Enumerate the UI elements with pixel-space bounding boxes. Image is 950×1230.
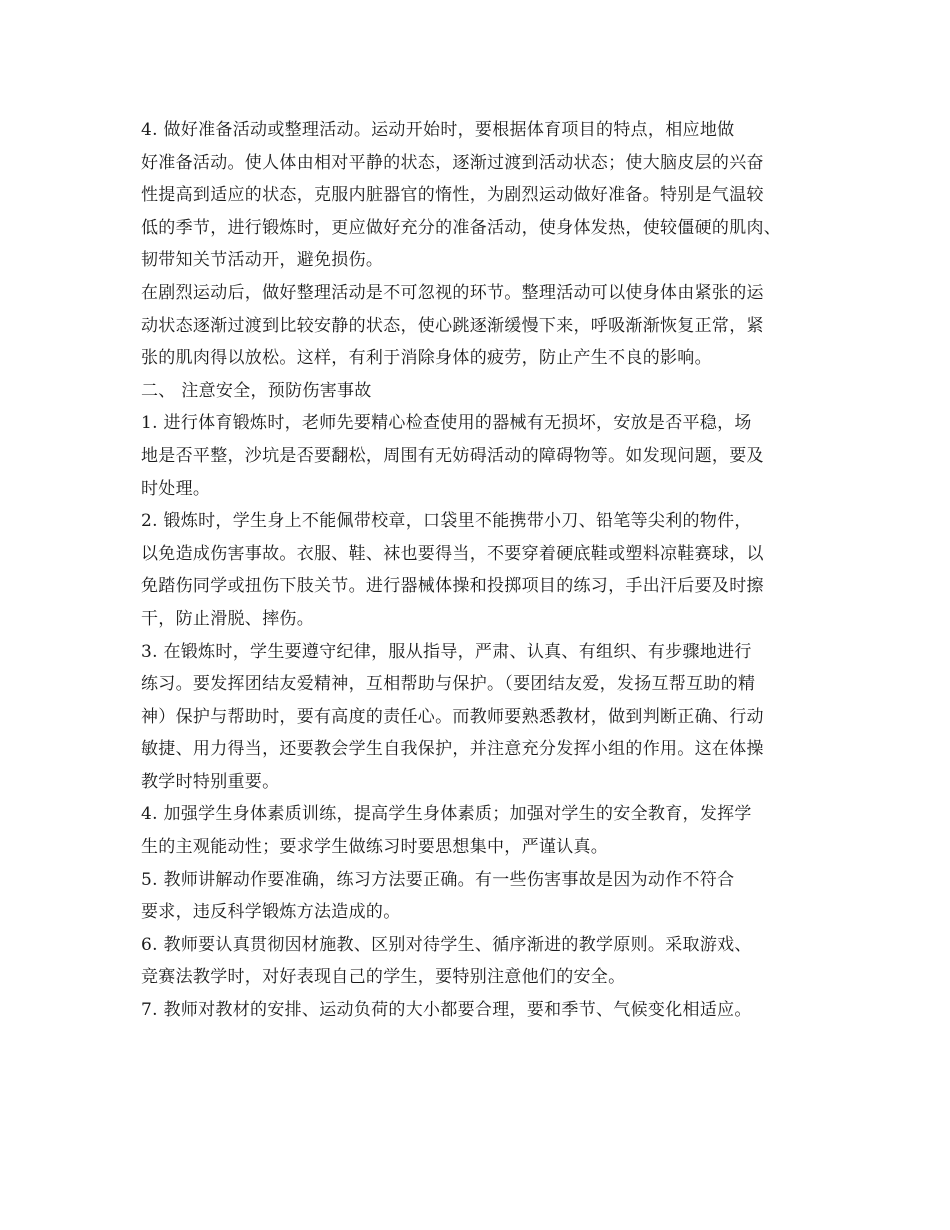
text-line: 免踏伤同学或扭伤下肢关节。进行器械体操和投掷项目的练习，手出汗后要及时擦 xyxy=(141,576,764,597)
text-line: 6. 教师要认真贯彻因材施教、区别对待学生、循序渐进的教学原则。采取游戏、 xyxy=(141,934,752,955)
text-line: 韧带知关节活动开，避免损伤。 xyxy=(141,250,384,271)
text-line: 干，防止滑脱、摔伤。 xyxy=(141,608,314,629)
text-line: 时处理。 xyxy=(141,478,211,499)
text-line: 2. 锻炼时，学生身上不能佩带校章，口袋里不能携带小刀、铅笔等尖利的物件， xyxy=(141,511,752,532)
text-line: 神）保护与帮助时，要有高度的责任心。而教师要熟悉教材，做到判断正确、行动 xyxy=(141,706,764,727)
text-line: 竞赛法教学时，对好表现自己的学生，要特别注意他们的安全。 xyxy=(141,967,626,988)
text-line: 7. 教师对教材的安排、运动负荷的大小都要合理，要和季节、气候变化相适应。 xyxy=(141,1000,752,1021)
text-line: 4. 做好准备活动或整理活动。运动开始时，要根据体育项目的特点，相应地做 xyxy=(141,120,735,140)
text-line: 动状态逐渐过渡到比较安静的状态，使心跳逐渐缓慢下来，呼吸渐渐恢复正常，紧 xyxy=(141,315,764,336)
text-line: 要求，违反科学锻炼方法造成的。 xyxy=(141,902,401,923)
text-line: 教学时特别重要。 xyxy=(141,771,280,792)
text-line: 3. 在锻炼时，学生要遵守纪律，服从指导，严肃、认真、有组织、有步骤地进行 xyxy=(141,641,752,662)
text-line: 地是否平整，沙坑是否要翻松，周围有无妨碍活动的障碍物等。如发现问题，要及 xyxy=(141,445,764,466)
text-line: 4. 加强学生身体素质训练，提高学生身体素质；加强对学生的安全教育，发挥学 xyxy=(141,804,752,825)
text-line: 练习。要发挥团结友爱精神，互相帮助与保护。（要团结友爱，发扬互帮互助的精 xyxy=(141,674,756,695)
text-line: 以免造成伤害事故。衣服、鞋、袜也要得当，不要穿着硬底鞋或塑料凉鞋赛球，以 xyxy=(141,543,764,564)
text-line: 低的季节，进行锻炼时，更应做好充分的准备活动，使身体发热，使较僵硬的肌肉、 xyxy=(141,217,782,238)
text-line: 在剧烈运动后，做好整理活动是不可忽视的环节。整理活动可以使身体由紧张的运 xyxy=(141,282,764,303)
text-line: 好准备活动。使人体由相对平静的状态，逐渐过渡到活动状态；使大脑皮层的兴奋 xyxy=(141,152,764,173)
text-line: 性提高到适应的状态，克服内脏器官的惰性，为剧烈运动做好准备。特别是气温较 xyxy=(141,185,764,206)
text-line: 1. 进行体育锻炼时，老师先要精心检查使用的器械有无损坏，安放是否平稳，场 xyxy=(141,413,752,434)
document-body xyxy=(141,114,821,1027)
text-line: 张的肌肉得以放松。这样，有利于消除身体的疲劳，防止产生不良的影响。 xyxy=(141,348,712,369)
text-line: 生的主观能动性；要求学生做练习时要思想集中，严谨认真。 xyxy=(141,837,609,858)
text-line: 敏捷、用力得当，还要教会学生自我保护，并注意充分发挥小组的作用。这在体操 xyxy=(141,739,764,760)
text-line: 5. 教师讲解动作要准确，练习方法要正确。有一些伤害事故是因为动作不符合 xyxy=(141,869,735,890)
section-heading: 二、 注意安全，预防伤害事故 xyxy=(141,380,372,401)
